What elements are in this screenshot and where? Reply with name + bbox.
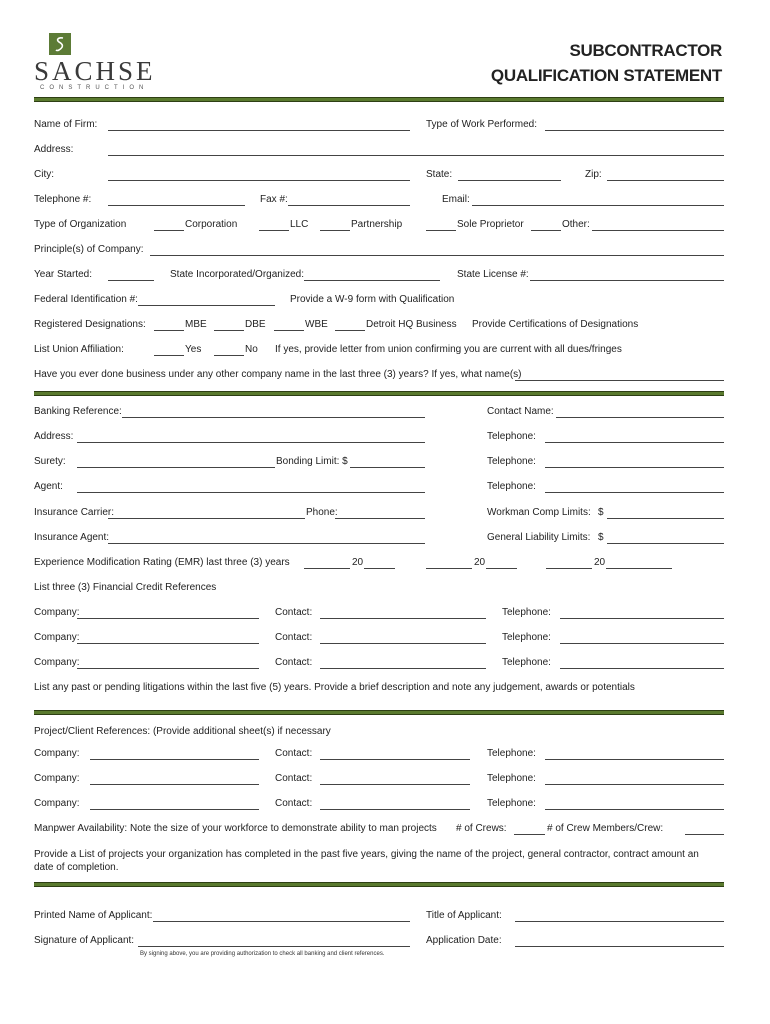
label-state: State:: [426, 169, 453, 180]
label-state-incorporated: State Incorporated/Organized:: [170, 269, 304, 280]
label-year-started: Year Started:: [34, 269, 93, 280]
input-ref-company-3[interactable]: [90, 809, 259, 810]
input-emr-1[interactable]: [304, 568, 350, 569]
input-emr-year-1[interactable]: [364, 568, 395, 569]
input-telephone[interactable]: [108, 205, 245, 206]
label-type-of-org: Type of Organization: [34, 219, 127, 230]
input-state-incorporated[interactable]: [304, 280, 440, 281]
input-state[interactable]: [458, 180, 561, 181]
input-credit-company-3[interactable]: [77, 668, 259, 669]
title-line-1: SUBCONTRACTOR: [569, 41, 722, 60]
input-credit-telephone-3[interactable]: [560, 668, 724, 669]
label-insurance-carrier: Insurance Carrier:: [34, 507, 115, 518]
input-ref-telephone-1[interactable]: [545, 759, 724, 760]
label-wbe: WBE: [305, 319, 328, 330]
input-ref-contact-2[interactable]: [320, 784, 470, 785]
label-insurance-agent: Insurance Agent:: [34, 532, 110, 543]
label-email: Email:: [442, 194, 470, 205]
label-other: Other:: [562, 219, 590, 230]
divider-references: [34, 710, 724, 715]
label-registered: Registered Designations:: [34, 319, 146, 330]
input-bank-telephone[interactable]: [545, 442, 724, 443]
projects-line-2: date of completion.: [34, 862, 119, 873]
input-other-names[interactable]: [515, 380, 724, 381]
label-ref-telephone-3: Telephone:: [487, 798, 536, 809]
input-type-of-work[interactable]: [545, 130, 724, 131]
check-dbe[interactable]: [214, 330, 244, 331]
input-banking-reference[interactable]: [122, 417, 425, 418]
label-credit-contact-1: Contact:: [275, 607, 313, 618]
label-credit-refs: List three (3) Financial Credit References: [34, 582, 217, 593]
label-detroit-hq: Detroit HQ Business: [366, 319, 457, 330]
logo-sub: CONSTRUCTION: [40, 85, 149, 91]
input-agent[interactable]: [77, 492, 425, 493]
label-ref-company-3: Company:: [34, 798, 80, 809]
input-credit-contact-1[interactable]: [320, 618, 486, 619]
input-city[interactable]: [108, 180, 410, 181]
input-credit-telephone-1[interactable]: [560, 618, 724, 619]
label-title-of-applicant: Title of Applicant:: [426, 910, 502, 921]
label-credit-company-1: Company:: [34, 607, 80, 618]
label-sole-proprietor: Sole Proprietor: [457, 219, 524, 230]
label-contact-name: Contact Name:: [487, 406, 554, 417]
input-emr-2[interactable]: [426, 568, 472, 569]
input-state-license[interactable]: [530, 280, 724, 281]
input-credit-company-2[interactable]: [77, 643, 259, 644]
label-credit-company-2: Company:: [34, 632, 80, 643]
input-ref-telephone-3[interactable]: [545, 809, 724, 810]
input-emr-3[interactable]: [546, 568, 592, 569]
check-wbe[interactable]: [274, 330, 304, 331]
emr-year-3-prefix: 20: [594, 557, 606, 568]
input-email[interactable]: [472, 205, 724, 206]
emr-year-2-prefix: 20: [474, 557, 486, 568]
dollar-sign-workman: $: [598, 507, 604, 518]
label-manpower: Manpwer Availability: Note the size of your workforce to demonstrate ability to man projects: [34, 823, 437, 834]
label-corporation: Corporation: [185, 219, 238, 230]
input-address[interactable]: [108, 155, 724, 156]
input-fax[interactable]: [288, 205, 410, 206]
label-credit-company-3: Company:: [34, 657, 80, 668]
label-signature: Signature of Applicant:: [34, 935, 135, 946]
input-emr-year-3[interactable]: [606, 568, 672, 569]
input-principals[interactable]: [150, 255, 724, 256]
label-bonding-limit: Bonding Limit: $: [276, 456, 348, 467]
divider-top: [34, 97, 724, 102]
label-general-liability: General Liability Limits:: [487, 532, 591, 543]
label-workman-comp: Workman Comp Limits:: [487, 507, 591, 518]
input-phone[interactable]: [335, 518, 425, 519]
label-ref-company-1: Company:: [34, 748, 80, 759]
logo-mark: [49, 33, 71, 55]
input-agent-telephone[interactable]: [545, 492, 724, 493]
label-credit-telephone-1: Telephone:: [502, 607, 551, 618]
input-name-of-firm[interactable]: [108, 130, 410, 131]
label-fax: Fax #:: [260, 194, 288, 205]
input-ref-contact-3[interactable]: [320, 809, 470, 810]
input-zip[interactable]: [607, 180, 724, 181]
input-signature[interactable]: [138, 946, 410, 947]
dollar-sign-liability: $: [598, 532, 604, 543]
label-mbe: MBE: [185, 319, 207, 330]
input-surety-telephone[interactable]: [545, 467, 724, 468]
label-credit-contact-2: Contact:: [275, 632, 313, 643]
input-credit-contact-2[interactable]: [320, 643, 486, 644]
input-crew-members[interactable]: [685, 834, 724, 835]
label-ref-contact-2: Contact:: [275, 773, 313, 784]
input-application-date[interactable]: [515, 946, 724, 947]
label-bank-telephone: Telephone:: [487, 431, 536, 442]
label-llc: LLC: [290, 219, 309, 230]
input-emr-year-2[interactable]: [486, 568, 517, 569]
label-agent-telephone: Telephone:: [487, 481, 536, 492]
union-note: If yes, provide letter from union confirming you are current with all dues/fringes: [275, 344, 622, 355]
check-corporation[interactable]: [154, 230, 184, 231]
input-federal-id[interactable]: [138, 305, 275, 306]
label-yes: Yes: [185, 344, 202, 355]
input-title-of-applicant[interactable]: [515, 921, 724, 922]
input-contact-name[interactable]: [556, 417, 724, 418]
label-surety-telephone: Telephone:: [487, 456, 536, 467]
authorization-note: By signing above, you are providing authorization to check all banking and client references.: [140, 951, 385, 957]
label-agent: Agent:: [34, 481, 63, 492]
input-ref-company-1[interactable]: [90, 759, 259, 760]
label-address: Address:: [34, 144, 74, 155]
label-union: List Union Affiliation:: [34, 344, 124, 355]
label-credit-contact-3: Contact:: [275, 657, 313, 668]
label-ref-telephone-2: Telephone:: [487, 773, 536, 784]
label-application-date: Application Date:: [426, 935, 502, 946]
label-ref-contact-3: Contact:: [275, 798, 313, 809]
input-insurance-agent[interactable]: [108, 543, 425, 544]
check-sole-proprietor[interactable]: [426, 230, 456, 231]
label-printed-name: Printed Name of Applicant:: [34, 910, 153, 921]
label-banking-reference: Banking Reference:: [34, 406, 122, 417]
label-phone: Phone:: [306, 507, 338, 518]
input-ref-company-2[interactable]: [90, 784, 259, 785]
label-federal-id: Federal Identification #:: [34, 294, 138, 305]
label-name-of-firm: Name of Firm:: [34, 119, 98, 130]
input-credit-telephone-2[interactable]: [560, 643, 724, 644]
input-insurance-carrier[interactable]: [108, 518, 305, 519]
check-other[interactable]: [531, 230, 561, 231]
input-printed-name[interactable]: [153, 921, 410, 922]
input-other[interactable]: [592, 230, 724, 231]
divider-signature: [34, 882, 724, 887]
check-no[interactable]: [214, 355, 244, 356]
label-no: No: [245, 344, 258, 355]
input-bank-address[interactable]: [77, 442, 425, 443]
label-other-names: Have you ever done business under any other company name in the last three (3) years? If yes, what name(s): [34, 369, 522, 380]
check-llc[interactable]: [259, 230, 289, 231]
w9-note: Provide a W-9 form with Qualification: [290, 294, 455, 305]
label-principals: Principle(s) of Company:: [34, 244, 144, 255]
input-surety[interactable]: [77, 467, 275, 468]
check-partnership[interactable]: [320, 230, 350, 231]
emr-year-1-prefix: 20: [352, 557, 364, 568]
certifications-note: Provide Certifications of Designations: [472, 319, 639, 330]
divider-banking: [34, 391, 724, 396]
input-credit-contact-3[interactable]: [320, 668, 486, 669]
input-ref-telephone-2[interactable]: [545, 784, 724, 785]
check-yes[interactable]: [154, 355, 184, 356]
label-city: City:: [34, 169, 54, 180]
input-general-liability[interactable]: [607, 543, 724, 544]
input-credit-company-1[interactable]: [77, 618, 259, 619]
label-litigations: List any past or pending litigations within the last five (5) years. Provide a brief description and note any judgement, awards or potentials: [34, 682, 635, 693]
input-workman-comp[interactable]: [607, 518, 724, 519]
input-year-started[interactable]: [108, 280, 154, 281]
logo-name: SACHSE: [34, 56, 156, 86]
check-mbe[interactable]: [154, 330, 184, 331]
input-ref-contact-1[interactable]: [320, 759, 470, 760]
label-dbe: DBE: [245, 319, 266, 330]
label-state-license: State License #:: [457, 269, 529, 280]
label-credit-telephone-3: Telephone:: [502, 657, 551, 668]
check-detroit-hq[interactable]: [335, 330, 365, 331]
input-crews[interactable]: [514, 834, 545, 835]
label-credit-telephone-2: Telephone:: [502, 632, 551, 643]
label-emr: Experience Modification Rating (EMR) last three (3) years: [34, 557, 290, 568]
label-type-of-work: Type of Work Performed:: [426, 119, 537, 130]
label-telephone: Telephone #:: [34, 194, 92, 205]
label-ref-contact-1: Contact:: [275, 748, 313, 759]
projects-line-1: Provide a List of projects your organization has completed in the past five years, giving the name of the project, general contractor, contract amount an: [34, 849, 699, 860]
label-partnership: Partnership: [351, 219, 403, 230]
label-surety: Surety:: [34, 456, 66, 467]
label-crews: # of Crews:: [456, 823, 507, 834]
input-bonding-limit[interactable]: [350, 467, 425, 468]
label-bank-address: Address:: [34, 431, 74, 442]
label-ref-company-2: Company:: [34, 773, 80, 784]
label-crew-members: # of Crew Members/Crew:: [547, 823, 664, 834]
label-ref-telephone-1: Telephone:: [487, 748, 536, 759]
label-zip: Zip:: [585, 169, 602, 180]
label-references: Project/Client References: (Provide additional sheet(s) if necessary: [34, 726, 331, 737]
title-line-2: QUALIFICATION STATEMENT: [490, 66, 722, 85]
